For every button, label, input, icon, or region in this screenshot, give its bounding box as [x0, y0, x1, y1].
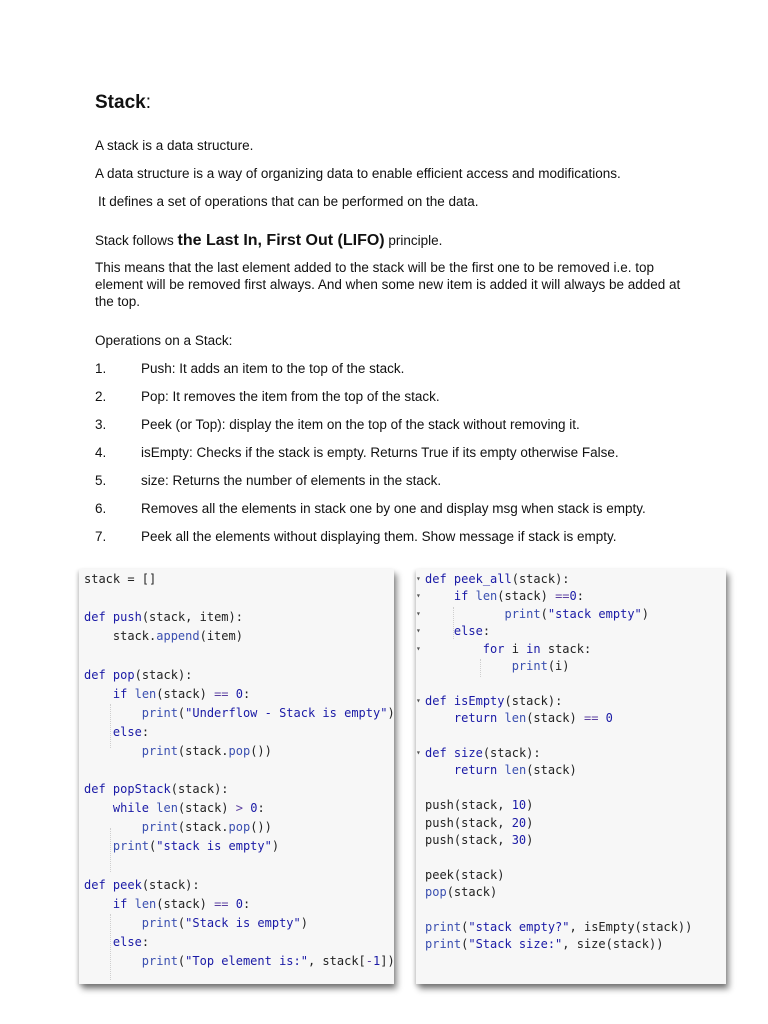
code-line: print("stack empty?", isEmpty(stack)): [425, 920, 693, 934]
code-line: for i in stack:: [482, 641, 592, 656]
intro-paragraph-3: It defines a set of operations that can be performed on the data.: [98, 194, 479, 209]
list-item: [95, 500, 695, 528]
code-line: print("Stack is empty"): [141, 915, 308, 930]
code-line: return len(stack) == 0: [453, 711, 613, 726]
code-line: def popStack(stack):: [84, 782, 229, 797]
operations-heading: Operations on a Stack:: [95, 333, 233, 348]
list-item-text: size: Returns the number of elements in the stack.: [141, 473, 442, 488]
indent-guide: [110, 828, 111, 872]
code-line: if len(stack) == 0:: [112, 896, 251, 911]
code-line: pop(stack): [425, 885, 498, 900]
code-line: if len(stack) == 0:: [112, 686, 251, 701]
intro-paragraph-1: A stack is a data structure.: [95, 138, 254, 153]
list-item-text: isEmpty: Checks if the stack is empty. Returns True if its empty otherwise False.: [141, 445, 619, 460]
list-item-text: Peek all the elements without displaying them. Show message if stack is empty.: [141, 529, 617, 544]
list-item: [95, 528, 695, 556]
operations-list: [95, 360, 695, 556]
list-item: [95, 388, 695, 416]
code-line: print(stack.pop()): [141, 820, 272, 835]
list-item-text: Removes all the elements in stack one by one and display msg when stack is empty.: [141, 501, 646, 516]
code-line: print(stack.pop()): [141, 743, 272, 758]
list-item-number: 7.: [95, 529, 107, 544]
code-line: print("Stack size:", size(stack)): [425, 937, 664, 952]
code-line: else:: [112, 934, 150, 949]
code-screenshot-right: [416, 569, 726, 984]
list-item-number: 1.: [95, 361, 107, 376]
code-line: else:: [453, 624, 491, 639]
list-item: [95, 360, 695, 388]
code-line: else:: [112, 724, 150, 739]
code-line: def peek(stack):: [84, 877, 200, 892]
fold-arrow-icon[interactable]: ▾: [416, 695, 421, 705]
list-item: [95, 472, 695, 500]
code-line: print("stack empty"): [504, 606, 649, 621]
code-line: def size(stack):: [425, 746, 541, 760]
code-line: print("stack is empty"): [112, 839, 280, 854]
list-item-number: 2.: [95, 389, 107, 404]
code-line: def pop(stack):: [84, 667, 193, 682]
list-item-text: Pop: It removes the item from the top of the stack.: [141, 389, 440, 404]
code-line: return len(stack): [453, 763, 577, 778]
lifo-suffix: principle.: [384, 233, 443, 248]
fold-arrow-icon[interactable]: ▾: [416, 591, 421, 601]
page-title: [95, 92, 695, 114]
lifo-paragraph: [95, 232, 695, 249]
list-item-text: Peek (or Top): display the item on the top of the stack without removing it.: [141, 417, 580, 432]
list-item-number: 3.: [95, 417, 107, 432]
code-screenshot-left: [79, 569, 394, 984]
list-item-text: Push: It adds an item to the top of the stack.: [141, 361, 405, 376]
code-line: def push(stack, item):: [84, 610, 243, 625]
code-line: push(stack, 10): [425, 798, 534, 813]
fold-arrow-icon[interactable]: ▾: [416, 748, 421, 757]
list-item-number: 6.: [95, 501, 107, 516]
title-text: Stack: [95, 92, 146, 113]
code-line: stack = []: [84, 572, 157, 586]
code-line: print("Underflow - Stack is empty"): [141, 705, 395, 720]
list-item: [95, 416, 695, 444]
code-line: peek(stack): [425, 867, 505, 882]
lifo-prefix: Stack follows: [95, 233, 178, 248]
code-line: def peek_all(stack):: [425, 572, 570, 586]
fold-arrow-icon[interactable]: ▾: [416, 643, 421, 653]
code-line: push(stack, 20): [425, 815, 534, 830]
code-line: stack.append(item): [84, 629, 243, 644]
lifo-bold: the Last In, First Out (LIFO): [177, 232, 385, 249]
indent-guide: [480, 659, 481, 677]
document-body: [95, 92, 695, 556]
list-item-number: 4.: [95, 445, 107, 460]
code-line: print("Top element is:", stack[-1]): [141, 954, 395, 968]
code-line: if len(stack) ==0:: [453, 589, 584, 604]
intro-paragraph-2: A data structure is a way of organizing data to enable efficient access and modifications.: [95, 166, 621, 181]
indent-guide: [110, 704, 111, 748]
indent-guide: [110, 914, 111, 980]
meaning-paragraph: This means that the last element added to the stack will be the first one to be removed i.e. top element will be removed first always. And when some new item is added it will always be added at the top.: [95, 260, 681, 309]
title-colon: :: [145, 92, 151, 113]
code-line: while len(stack) > 0:: [112, 801, 265, 816]
list-item: [95, 444, 695, 472]
indent-guide: [453, 607, 454, 639]
list-item-number: 5.: [95, 473, 107, 488]
fold-arrow-icon[interactable]: ▾: [416, 608, 421, 618]
code-line: push(stack, 30): [425, 833, 534, 847]
fold-arrow-icon[interactable]: ▾: [416, 574, 421, 583]
fold-arrow-icon[interactable]: ▾: [416, 626, 421, 636]
code-line: print(i): [511, 659, 570, 673]
code-line: def isEmpty(stack):: [425, 693, 563, 708]
